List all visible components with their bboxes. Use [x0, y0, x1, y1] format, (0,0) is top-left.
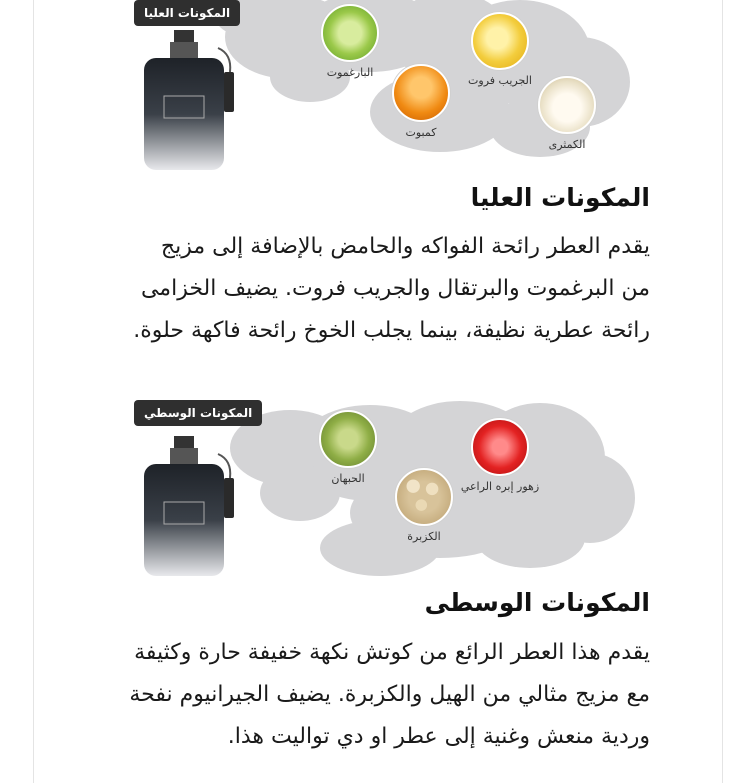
perfume-bottle-image — [140, 0, 240, 177]
note-pear — [517, 76, 617, 151]
middle-notes-badge: المكونات الوسطي — [134, 400, 262, 426]
frame-divider-left — [33, 0, 34, 783]
kumquat-icon — [392, 64, 450, 122]
middle-notes-description: يقدم هذا العطر الرائع من كوتش نكهة خفيفة حارة وكثيفة مع مزيج مثالي من الهيل والكزبرة. يضيف الجيرانيوم نفحة وردية منعش وغنية إلى عطر او دي تواليت هذا. — [129, 640, 650, 749]
note-label: كمبوت — [405, 126, 437, 139]
coriander-icon — [395, 468, 453, 526]
note-kumquat — [371, 64, 471, 139]
top-notes-description: يقدم العطر رائحة الفواكه والحامض بالإضافة إلى مزيج من البرغموت والبرتقال والجريب فروت. يضيف الخزامى رائحة عطرية نظيفة، بينما يجلب الخوخ رائحة فاكهة حلوة. — [133, 234, 650, 343]
top-notes-heading: المكونات العليا — [470, 183, 650, 212]
pear-icon — [538, 76, 596, 134]
note-label: الكزبرة — [407, 530, 441, 543]
top-notes-badge: المكونات العليا — [134, 0, 240, 26]
middle-notes-banner — [140, 398, 635, 583]
note-label: البارغموت — [326, 66, 374, 79]
lime-icon — [321, 4, 379, 62]
cardamom-icon — [319, 410, 377, 468]
note-label: الحبهان — [331, 472, 365, 485]
geranium-icon — [471, 418, 529, 476]
note-label: زهور إبره الراعي — [460, 480, 540, 493]
frame-divider-right — [722, 0, 723, 783]
note-label: الكمثرى — [548, 138, 586, 151]
middle-notes-heading: المكونات الوسطى — [424, 588, 650, 617]
note-coriander — [374, 468, 474, 543]
top-notes-banner — [140, 0, 635, 177]
note-label: الجريب فروت — [468, 74, 532, 87]
grapefruit-icon — [471, 12, 529, 70]
